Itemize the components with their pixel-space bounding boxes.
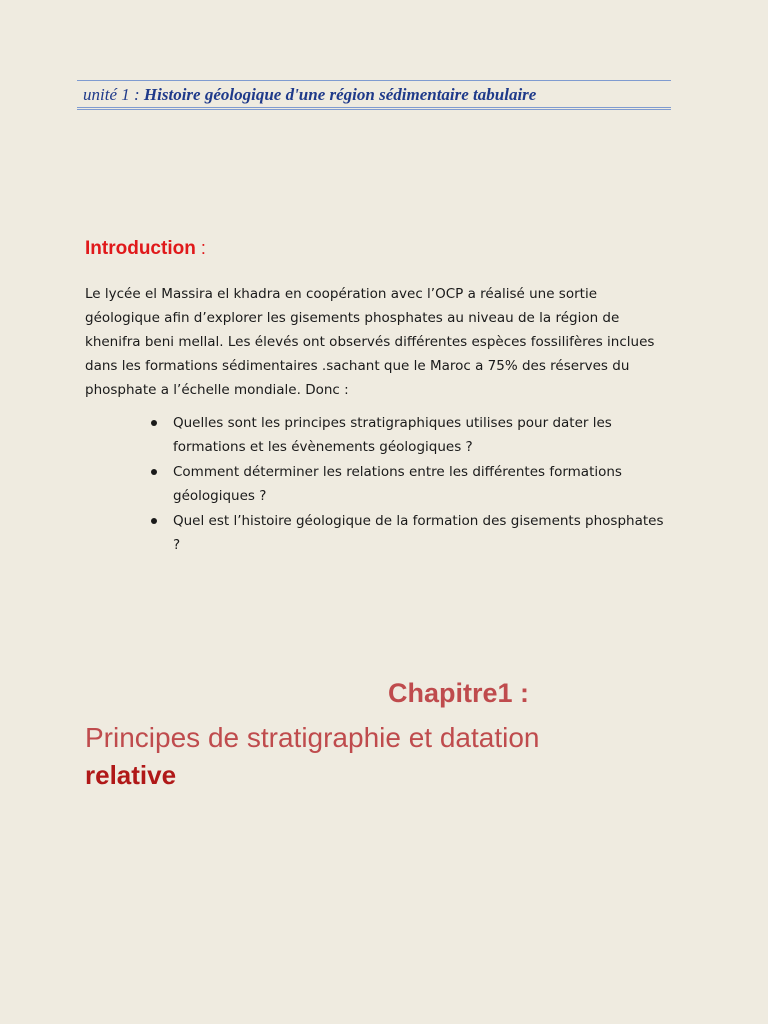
question-item xyxy=(150,509,670,557)
chapter-number: Chapitre1 : xyxy=(388,678,530,708)
bullet-icon xyxy=(151,420,157,426)
introduction-heading xyxy=(85,238,206,260)
question-text: Quel est l’histoire géologique de la formation des gisements phosphates ? xyxy=(173,513,664,553)
chapter-title: Principes de stratigraphie et datation xyxy=(85,722,540,753)
introduction-heading-colon: : xyxy=(195,238,206,258)
question-list xyxy=(150,411,670,558)
bullet-icon xyxy=(151,518,157,524)
unit-header-text xyxy=(83,85,536,105)
question-item xyxy=(150,460,670,508)
chapter-title-relative: relative xyxy=(85,760,177,790)
question-item xyxy=(150,411,670,459)
unit-label: unité 1 : xyxy=(83,85,144,104)
bullet-icon xyxy=(151,469,157,475)
unit-header xyxy=(77,80,671,108)
question-text: Comment déterminer les relations entre les différentes formations géologiques ? xyxy=(173,464,622,504)
introduction-paragraph: Le lycée el Massira el khadra en coopération avec l’OCP a réalisé une sortie géologique afin d’explorer les gisements phosphates au niveau de la région de khenifra beni mellal. Les élevés ont observés différentes espèces fossilifères inclues dans les formations sédimentaires .sachant que le Maroc a 75% des réserves du phosphate a l’échelle mondiale. Donc : xyxy=(85,286,655,398)
question-text: Quelles sont les principes stratigraphiques utilises pour dater les formations et les évènements géologiques ? xyxy=(173,415,612,455)
unit-title: Histoire géologique d'une région sédimentaire tabulaire xyxy=(143,85,537,104)
introduction-heading-text: Introduction xyxy=(85,238,196,259)
